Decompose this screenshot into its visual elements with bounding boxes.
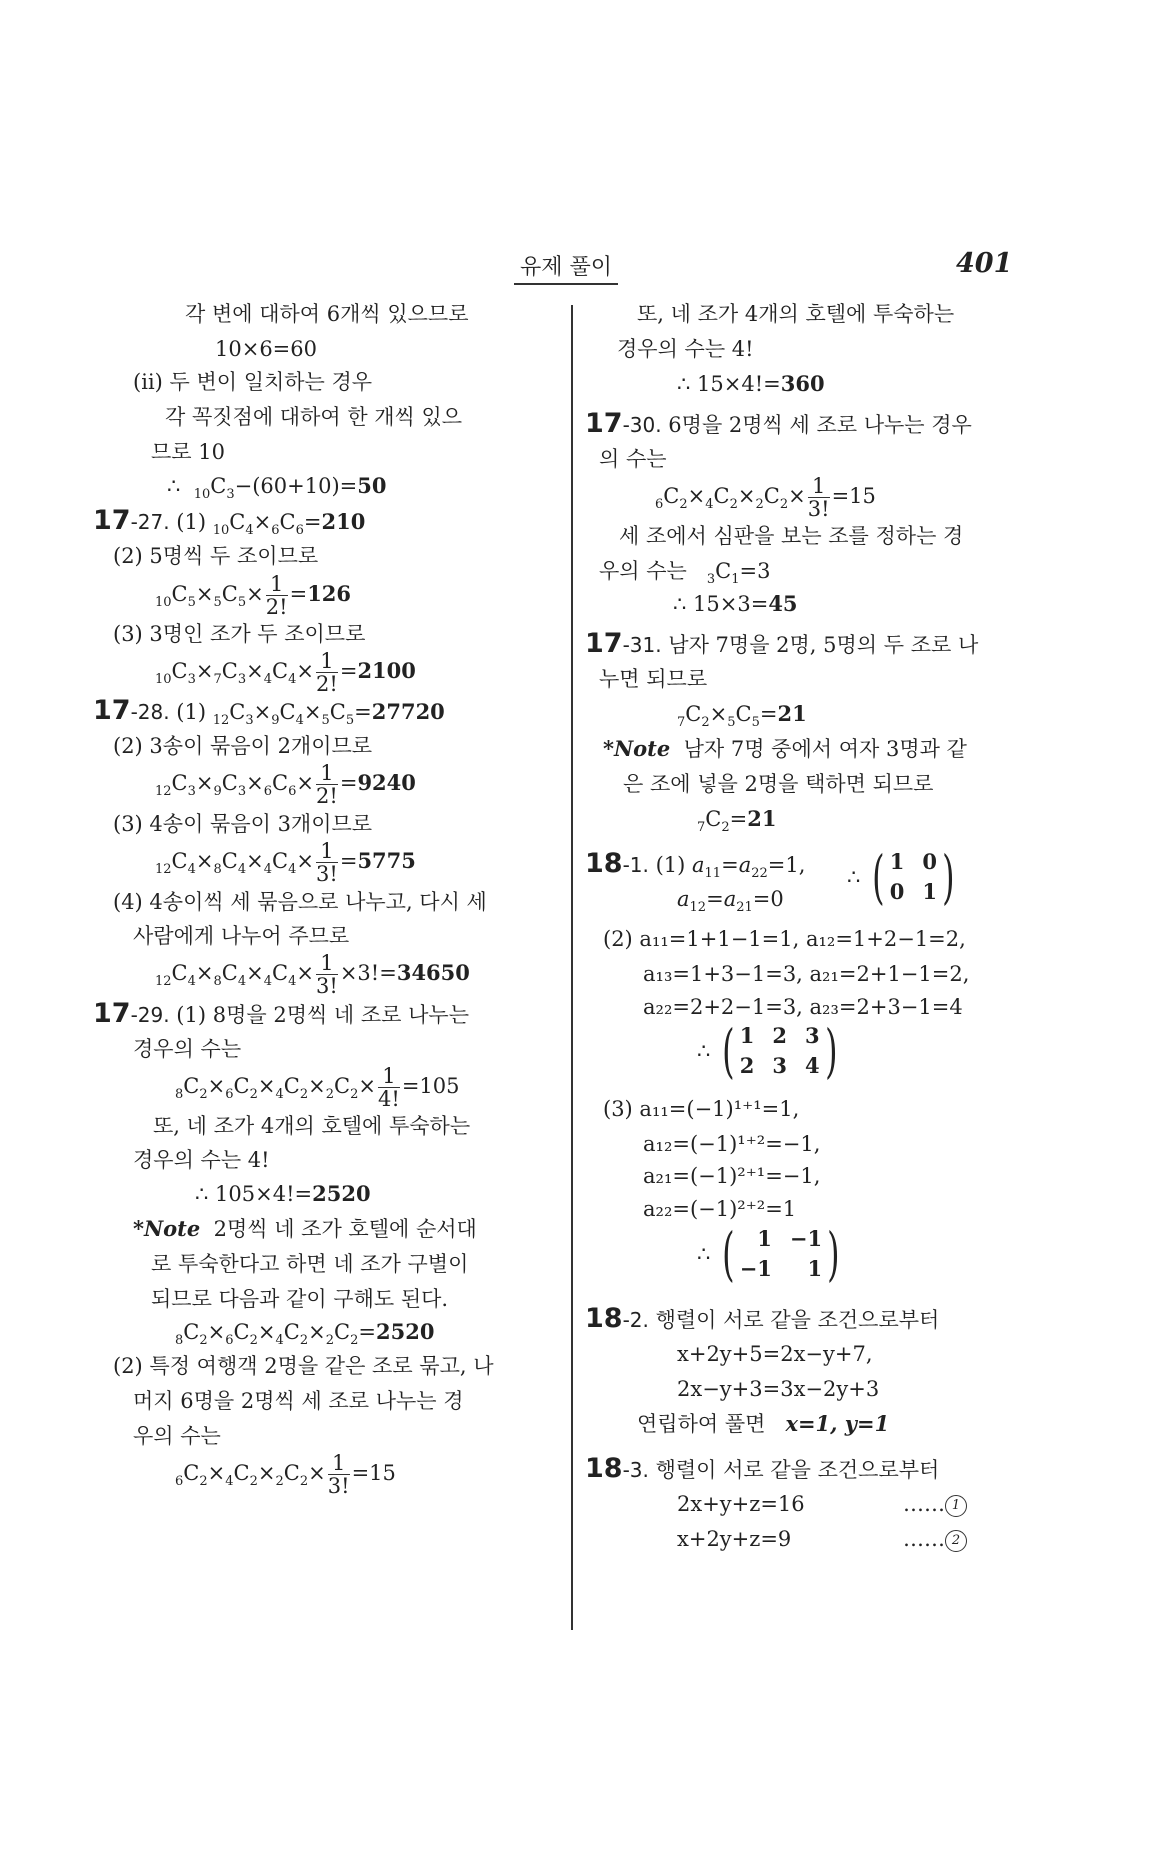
problem-17-30: 17-30. 6명을 2명씩 세 조로 나누는 경우	[585, 408, 972, 439]
text-line: (3) 3명인 조가 두 조이므로	[113, 622, 366, 646]
text-line: 또, 네 조가 4개의 호텔에 투숙하는	[637, 302, 955, 326]
equation: a₁₃=1+3−1=3, a₂₁=2+1−1=2,	[643, 962, 970, 986]
text-line: 므로 10	[151, 440, 225, 464]
equation: $_8C_2\times_6C_2\times_4C_2\times_2C_2=2520$	[175, 1319, 435, 1349]
text-line: 우의 수는 $_3C_1=3$	[599, 559, 771, 588]
text-line: 우의 수는	[133, 1424, 221, 1448]
equation: 10×6=60	[215, 337, 317, 361]
equation: $_6C_2\times_4C_2\times_2C_2\times$ $\frac{1}{3!}$ =15	[655, 474, 876, 521]
equation-marker: …… 2	[903, 1525, 967, 1553]
equation: ∴ 15×3=45	[673, 591, 798, 616]
text-line: (3) 4송이 묶음이 3개이므로	[113, 812, 373, 836]
equation-marker: …… 1	[903, 1490, 967, 1518]
matrix-entry: 1	[889, 849, 905, 874]
column-divider	[571, 305, 573, 1630]
matrix-entry: 1	[922, 879, 937, 904]
equation: ∴ 105×4!=2520	[195, 1181, 371, 1206]
equation: a₂₁=(−1)²⁺¹=−1,	[643, 1164, 821, 1188]
equation: a₂₂=(−1)²⁺²=1	[643, 1197, 797, 1221]
problem-18-2: 18-2. 행렬이 서로 같을 조건으로부터	[585, 1303, 940, 1334]
equation: $_7C_2=21$	[697, 806, 777, 836]
text-line: 로 투숙한다고 하면 네 조가 구별이	[151, 1252, 469, 1276]
matrix-entry: 1	[807, 1256, 823, 1281]
matrix-3: ∴ ( 1 −1 −1 1 )	[697, 1220, 840, 1288]
text-line: 세 조에서 심판을 보는 조를 정하는 경	[619, 524, 964, 548]
problem-18-1: 18-1. (1) $a_{11}=a_{22}=1$,	[585, 848, 806, 882]
equation: 2x+y+z=16	[677, 1492, 805, 1516]
matrix-entry: 0	[889, 879, 905, 904]
circled-number: 1	[945, 1495, 967, 1517]
text-line: 머지 6명을 2명씩 세 조로 나누는 경	[133, 1389, 464, 1413]
problem-18-3: 18-3. 행렬이 서로 같을 조건으로부터	[585, 1453, 940, 1484]
equation: $_{12}C_4\times_8C_4\times_4C_4\times$ $\frac{1}{3!}$ ×3!=34650	[155, 951, 470, 998]
equation: x+2y+5=2x−y+7,	[677, 1342, 873, 1366]
matrix-entry: 3	[804, 1023, 820, 1048]
matrix-entry: 1	[757, 1226, 772, 1251]
equation: $_8C_2\times_6C_2\times_4C_2\times_2C_2\times$ $\frac{1}{4!}$ =105	[175, 1064, 460, 1111]
equation: $_6C_2\times_4C_2\times_2C_2\times$ $\frac{1}{3!}$ =15	[175, 1451, 396, 1498]
equation: $_7C_2\times_5C_5=21$	[677, 701, 807, 731]
circled-number: 2	[945, 1530, 967, 1552]
equation: ∴ $_{10}C_3-(60+10)=50$	[167, 473, 387, 503]
text-line: 각 꼭짓점에 대하여 한 개씩 있으	[165, 405, 463, 429]
text-line: (2) 특정 여행객 2명을 같은 조로 묶고, 나	[113, 1354, 494, 1378]
equation: $_{10}C_5\times_5C_5\times$ $\frac{1}{2!}$ =126	[155, 572, 352, 619]
problem-17-28: 17-28. (1) $_{12}C_3\times_9C_4\times_5C_5=27720$	[93, 695, 445, 729]
matrix-1: ∴ ( 1 0 0 1 )	[847, 843, 955, 911]
equation: $_{12}C_4\times_8C_4\times_4C_4\times$ $\frac{1}{3!}$ =5775	[155, 839, 416, 886]
problem-17-31: 17-31. 남자 7명을 2명, 5명의 두 조로 나	[585, 628, 979, 659]
equation: ∴ 15×4!=360	[677, 371, 825, 396]
text-line: 되므로 다음과 같이 구해도 된다.	[151, 1287, 449, 1311]
equation: $_{10}C_3\times_7C_3\times_4C_4\times$ $\frac{1}{2!}$ =2100	[155, 649, 416, 696]
equation: x+2y+z=9	[677, 1527, 792, 1551]
text-line: (2) 5명씩 두 조이므로	[113, 544, 319, 568]
matrix-entry: −1	[789, 1226, 823, 1251]
text-line: 은 조에 넣을 2명을 택하면 되므로	[623, 772, 934, 796]
text-line: (ⅱ) 두 변이 일치하는 경우	[133, 370, 373, 394]
text-line: 누면 되므로	[599, 667, 708, 691]
equation: a₂₂=2+2−1=3, a₂₃=2+3−1=4	[643, 995, 963, 1019]
equation: 2x−y+3=3x−2y+3	[677, 1377, 880, 1401]
text-line: 경우의 수는 4!	[617, 337, 754, 361]
equation: a₁₂=(−1)¹⁺²=−1,	[643, 1132, 821, 1156]
text-line: 또, 네 조가 4개의 호텔에 투숙하는	[153, 1114, 471, 1138]
equation: $a_{12}=a_{21}=0$	[677, 887, 784, 916]
text-line: 의 수는	[599, 447, 667, 471]
text-line: 경우의 수는 4!	[133, 1148, 270, 1172]
text-line: (2) 3송이 묶음이 2개이므로	[113, 734, 373, 758]
text-line: 사람에게 나누어 주므로	[133, 924, 350, 948]
note: *Note 남자 7명 중에서 여자 3명과 같	[603, 736, 967, 761]
page-number: 401	[956, 248, 1013, 279]
matrix-entry: 2	[739, 1053, 755, 1078]
problem-17-29: 17-29. (1) 8명을 2명씩 네 조로 나누는	[93, 998, 470, 1029]
matrix-entry: −1	[739, 1256, 772, 1281]
equation: (3) a₁₁=(−1)¹⁺¹=1,	[603, 1097, 800, 1121]
equation: $_{12}C_3\times_9C_3\times_6C_6\times$ $\frac{1}{2!}$ =9240	[155, 761, 416, 808]
matrix-entry: 4	[804, 1053, 820, 1078]
text-line: 각 변에 대하여 6개씩 있으므로	[185, 302, 469, 326]
running-header-title: 유제 풀이	[514, 250, 618, 285]
matrix-entry: 2	[772, 1023, 787, 1048]
text-line: 경우의 수는	[133, 1037, 242, 1061]
problem-17-27: 17-27. (1) $_{10}C_4\times_6C_6=210$	[93, 505, 366, 539]
note: *Note 2명씩 네 조가 호텔에 순서대	[133, 1216, 477, 1241]
text-line: 연립하여 풀면 x=1, y=1	[637, 1411, 890, 1436]
matrix-entry: 0	[922, 849, 937, 874]
text-line: (4) 4송이씩 세 묶음으로 나누고, 다시 세	[113, 890, 487, 914]
matrix-entry: 3	[772, 1053, 787, 1078]
equation: (2) a₁₁=1+1−1=1, a₁₂=1+2−1=2,	[603, 927, 966, 951]
matrix-2: ∴ ( 1 2 3 2 3 4 )	[697, 1017, 838, 1085]
matrix-entry: 1	[739, 1023, 755, 1048]
